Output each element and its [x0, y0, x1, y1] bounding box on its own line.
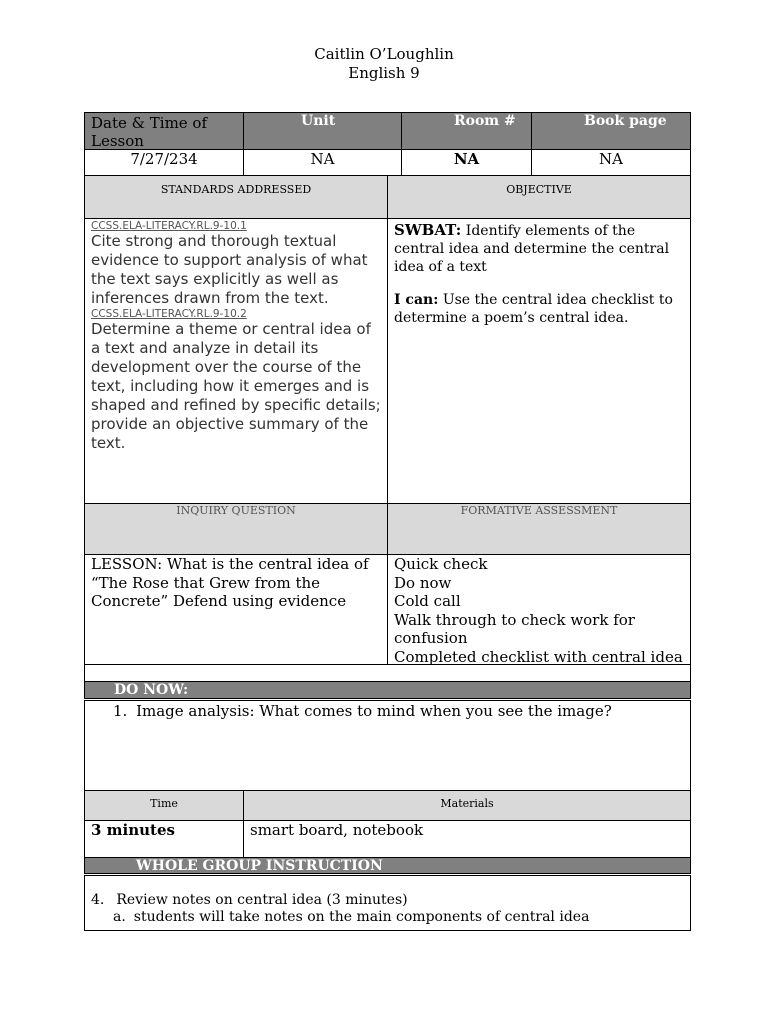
formative-item: Walk through to check work for confusion	[394, 610, 635, 647]
do-now-item: Image analysis: What comes to mind when you see the image?	[136, 702, 612, 720]
header-book-page: Book page	[531, 112, 691, 150]
value-book-page: NA	[531, 149, 691, 176]
standards-heading: STANDARDS ADDRESSED	[84, 175, 388, 219]
whole-group-item	[91, 892, 690, 909]
objective-body	[387, 218, 691, 504]
materials-heading: Materials	[243, 790, 691, 821]
standard-text-1: Cite strong and thorough textual evidence to support analysis of what the text says explicitly as well as inferences drawn from the text.	[91, 232, 368, 307]
whole-group-number: 4.	[91, 892, 105, 908]
inquiry-heading: INQUIRY QUESTION	[84, 503, 388, 555]
standard-text-2: Determine a theme or central idea of a text and analyze in detail its development over the course of the text, including how it emerges and is shaped and refined by specific details; provide an objective summary of the text.	[91, 320, 381, 452]
ican-label: I can:	[394, 292, 439, 308]
standard-code-2[interactable]: CCSS.ELA-LITERACY.RL.9-10.2	[91, 308, 247, 320]
value-unit: NA	[243, 149, 402, 176]
header-date-time: Date & Time of Lesson	[84, 112, 244, 150]
swbat-statement	[394, 221, 684, 276]
whole-group-subitem	[91, 909, 690, 926]
time-heading: Time	[84, 790, 244, 821]
swbat-text: Identify elements of the central idea and determine the central idea of a text	[394, 223, 670, 275]
value-room: NA	[401, 149, 532, 176]
spacer-row	[84, 664, 691, 682]
standard-code-1[interactable]: CCSS.ELA-LITERACY.RL.9-10.1	[91, 220, 247, 232]
do-now-number: 1.	[113, 702, 128, 720]
formative-item: Cold call	[394, 592, 461, 610]
whole-group-sub-text: students will take notes on the main components of central idea	[133, 909, 590, 925]
formative-heading: FORMATIVE ASSESSMENT	[387, 503, 691, 555]
header-room: Room #	[401, 112, 532, 150]
whole-group-body	[84, 875, 691, 931]
whole-group-text: Review notes on central idea (3 minutes)	[116, 892, 408, 908]
formative-list	[387, 554, 691, 665]
whole-group-sub-label: a.	[113, 909, 126, 925]
formative-item: Completed checklist with central idea	[394, 647, 683, 665]
do-now-heading: DO NOW:	[84, 681, 691, 699]
ican-statement	[394, 291, 684, 327]
standards-body	[84, 218, 388, 504]
materials-value: smart board, notebook	[243, 820, 691, 858]
objective-heading: OBJECTIVE	[387, 175, 691, 219]
ican-text: Use the central idea checklist to determine a poem’s central idea.	[394, 292, 673, 326]
formative-item: Do now	[394, 573, 452, 592]
formative-item: Quick check	[394, 555, 488, 573]
inquiry-question: LESSON: What is the central idea of “The Rose that Grew from the Concrete” Defend using evidence	[84, 554, 388, 665]
time-value: 3 minutes	[84, 820, 244, 858]
do-now-body	[84, 700, 691, 791]
whole-group-heading: WHOLE GROUP INSTRUCTION	[84, 857, 691, 874]
value-date-time: 7/27/234	[84, 149, 244, 176]
course-name: English 9	[348, 64, 420, 82]
header-unit: Unit	[243, 112, 402, 150]
author-name: Caitlin O’Loughlin	[314, 45, 454, 63]
swbat-label: SWBAT:	[394, 221, 462, 239]
